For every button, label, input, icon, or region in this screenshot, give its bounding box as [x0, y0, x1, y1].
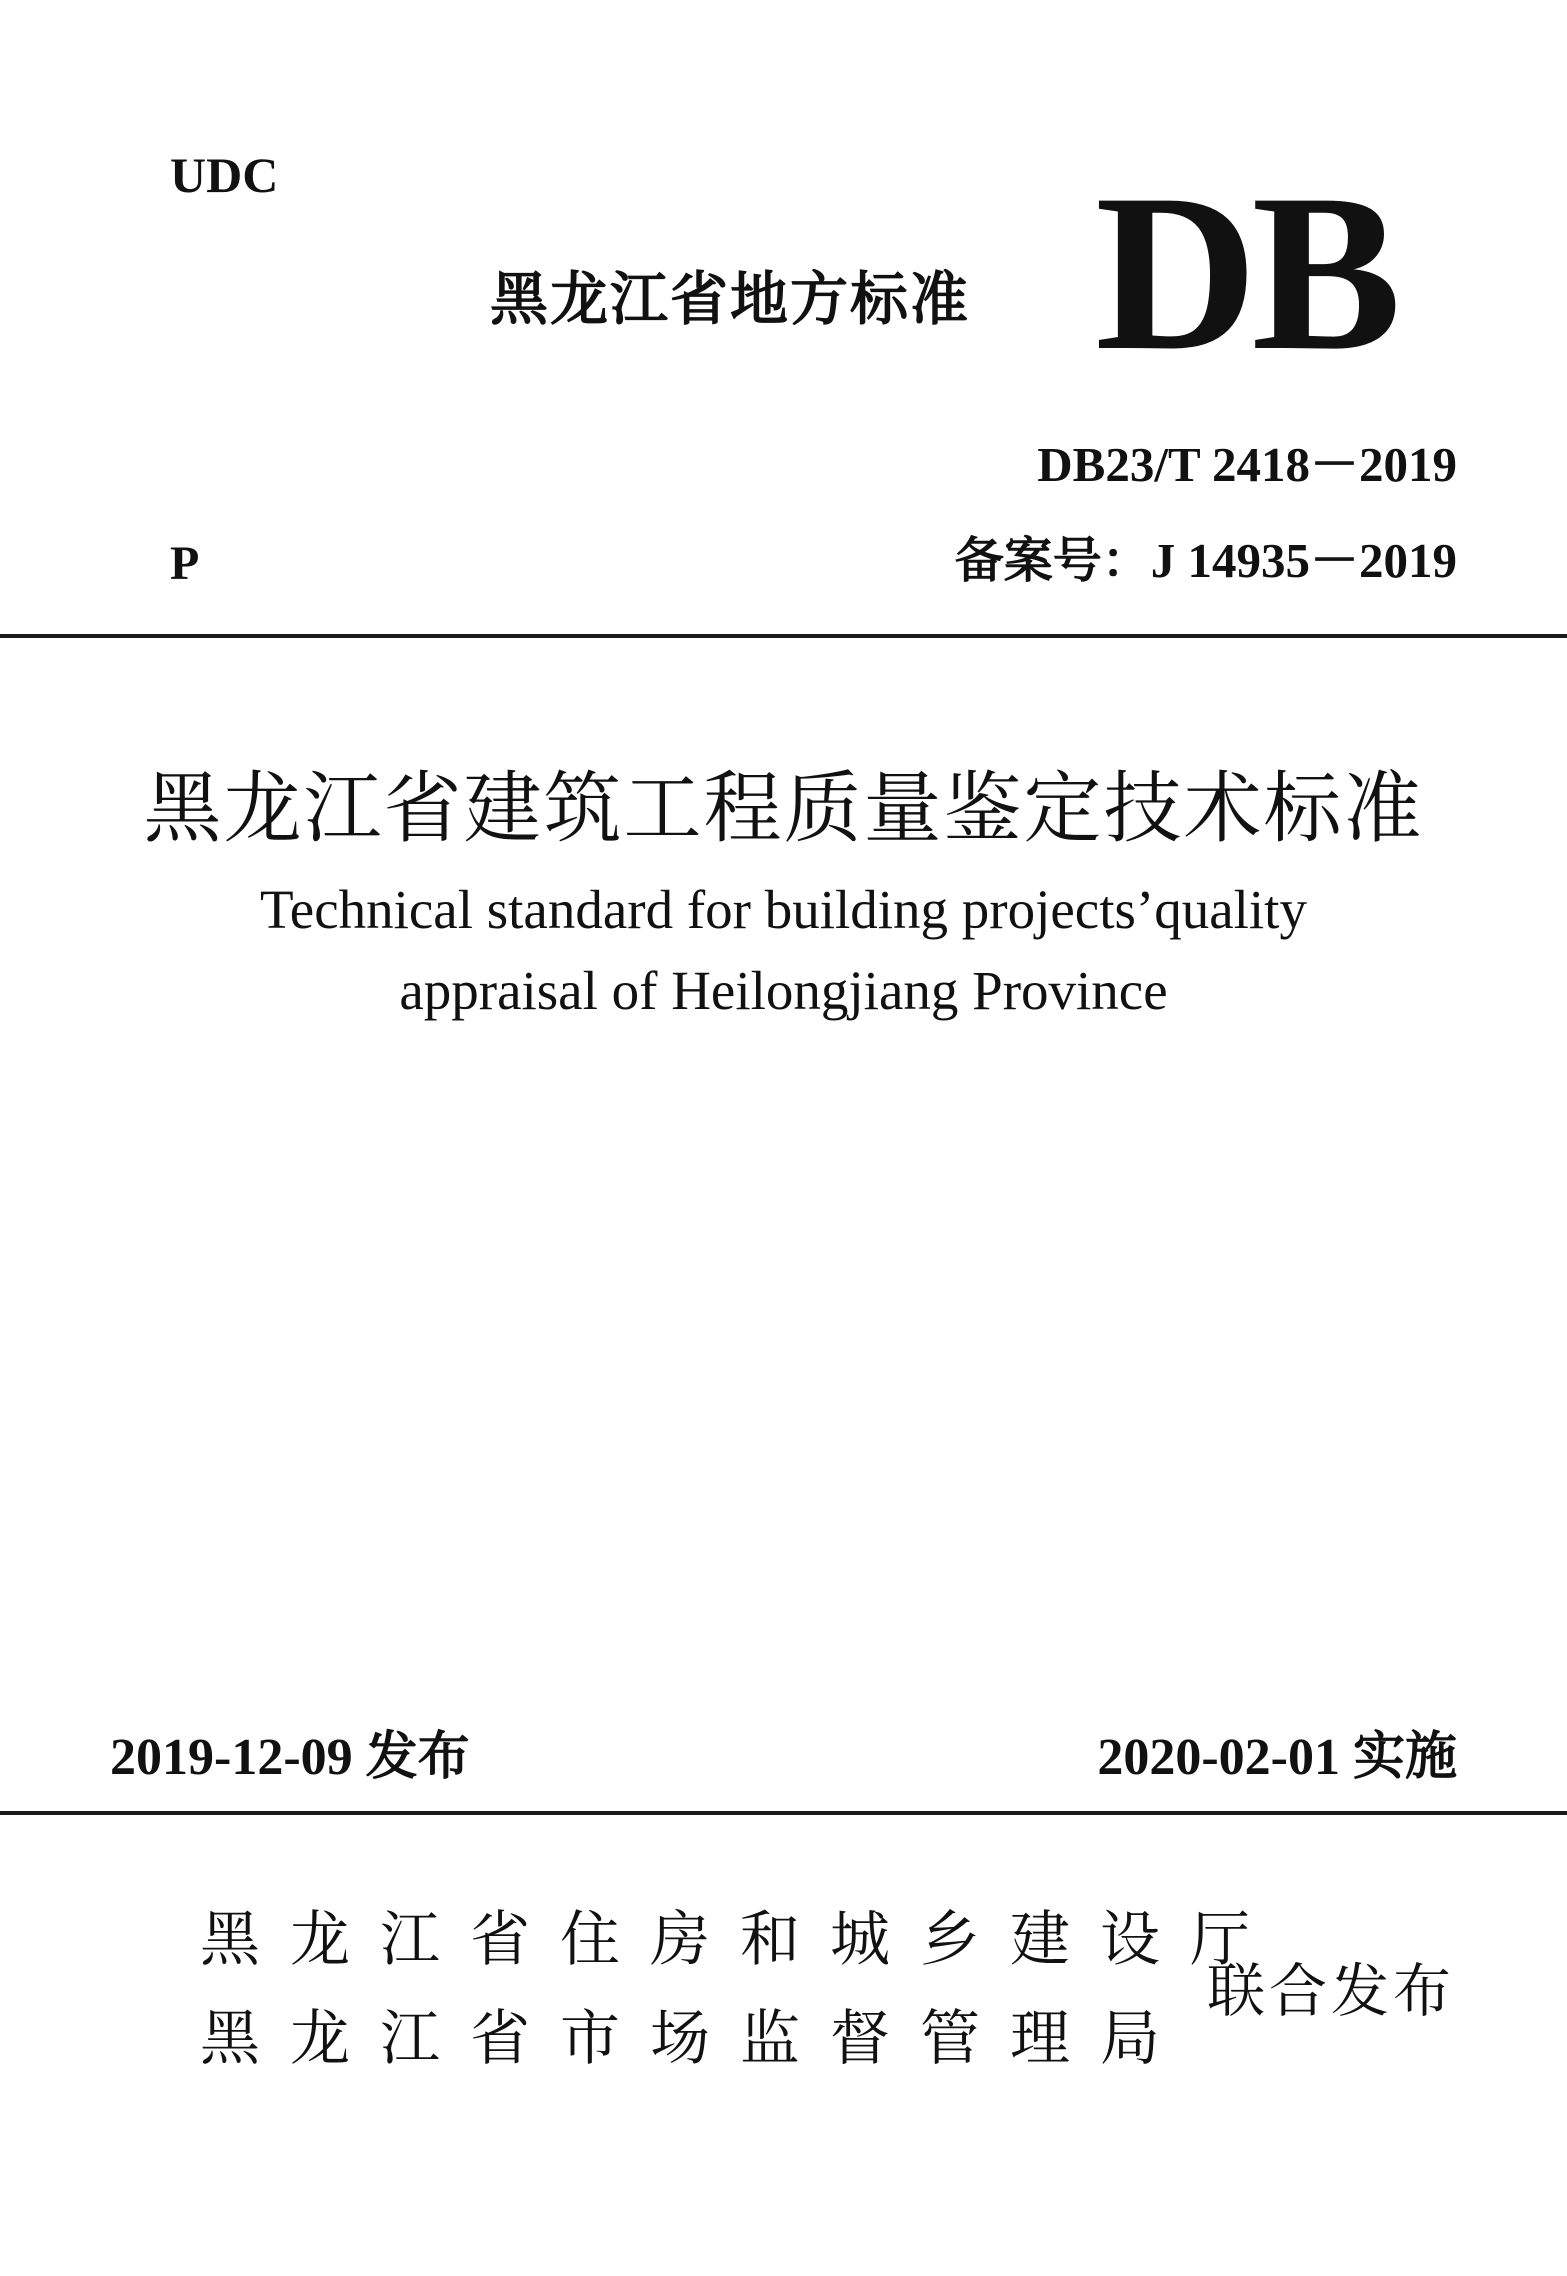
standard-number: DB23/T 2418－2019 — [1037, 437, 1457, 492]
udc-label: UDC — [170, 147, 279, 203]
local-standard-label: 黑龙江省地方标准 — [490, 265, 971, 333]
record-number: 备案号：J 14935－2019 — [954, 533, 1457, 588]
document-title-chinese: 黑龙江省建筑工程质量鉴定技术标准 — [143, 765, 1424, 852]
db-logo: DB — [1095, 147, 1396, 397]
document-title-english-line1: Technical standard for building projects’quality — [260, 879, 1307, 940]
publish-date: 2019-12-09 发布 — [110, 1729, 470, 1786]
top-divider — [0, 634, 1567, 638]
issuer-market-supervision-bureau: 黑龙江省市场监督管理局 — [200, 2004, 1190, 2074]
effective-date: 2020-02-01 实施 — [1097, 1729, 1457, 1786]
bottom-divider — [0, 1811, 1567, 1815]
document-title-english-line2: appraisal of Heilongjiang Province — [399, 960, 1168, 1021]
issuer-housing-department: 黑龙江省住房和城乡建设厅 — [200, 1905, 1280, 1975]
joint-release-label: 联合发布 — [1206, 1957, 1455, 2025]
category-label: P — [170, 537, 200, 590]
